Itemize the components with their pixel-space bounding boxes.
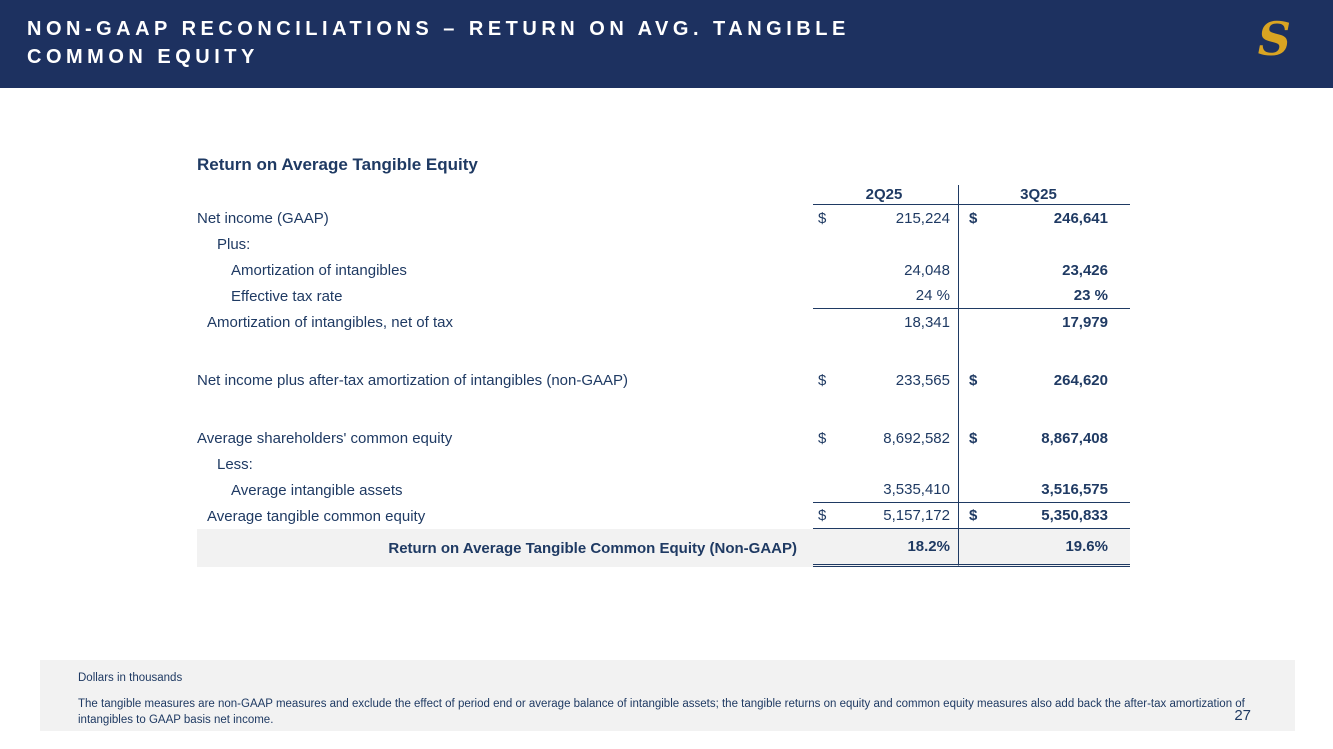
- reconciliation-table: [197, 155, 1130, 567]
- value-cell: [813, 335, 958, 367]
- page-number: 27: [1234, 707, 1251, 725]
- currency-symbol: $: [818, 371, 827, 389]
- value-cell: [813, 257, 958, 283]
- table-row: [197, 309, 1130, 335]
- cell-value: 19.6%: [1065, 538, 1108, 555]
- cell-value: 18.2%: [907, 538, 950, 555]
- slide-title-line2: COMMON EQUITY: [27, 46, 259, 68]
- value-cell: [958, 231, 1130, 257]
- value-cell: [958, 283, 1130, 309]
- row-label: Amortization of intangibles: [231, 261, 407, 279]
- cell-value: 246,641: [1053, 209, 1108, 227]
- cell-value: 23 %: [1073, 287, 1108, 304]
- row-label: Return on Average Tangible Common Equity (Non-GAAP): [388, 539, 797, 557]
- footnote-panel: [40, 660, 1295, 731]
- row-label: Effective tax rate: [231, 287, 343, 305]
- cell-value: 8,867,408: [1041, 429, 1108, 447]
- value-cell: [958, 205, 1130, 231]
- cell-value: 24,048: [904, 261, 950, 279]
- currency-symbol: $: [818, 507, 827, 524]
- table-row: [197, 257, 1130, 283]
- row-label: [197, 335, 813, 367]
- row-label: Average intangible assets: [231, 481, 403, 499]
- value-cell: [958, 503, 1130, 529]
- value-cell: [958, 393, 1130, 425]
- row-label: Net income (GAAP): [197, 209, 329, 227]
- value-cell: [958, 335, 1130, 367]
- currency-symbol: $: [969, 429, 978, 447]
- table-result-row: [197, 529, 1130, 567]
- currency-symbol: $: [969, 507, 978, 524]
- cell-value: 3,535,410: [883, 481, 950, 498]
- value-cell: [813, 503, 958, 529]
- value-cell: [958, 425, 1130, 451]
- cell-value: 215,224: [895, 209, 950, 227]
- slide-header: [0, 0, 1333, 88]
- cell-value: 24 %: [915, 287, 950, 304]
- table-row: [197, 231, 1130, 257]
- currency-symbol: $: [969, 371, 978, 389]
- header-spacer: [197, 185, 813, 205]
- value-cell: [813, 283, 958, 309]
- brand-logo-icon: S: [1257, 12, 1291, 66]
- cell-value: 8,692,582: [883, 429, 950, 447]
- cell-value: 5,350,833: [1041, 507, 1108, 524]
- table-spacer-row: [197, 335, 1130, 367]
- value-cell: [813, 367, 958, 393]
- cell-value: 233,565: [895, 371, 950, 389]
- footnote-units: Dollars in thousands: [78, 672, 183, 684]
- cell-value: 23,426: [1062, 261, 1108, 279]
- cell-value: 3,516,575: [1041, 481, 1108, 498]
- table-spacer-row: [197, 393, 1130, 425]
- table-rows: [197, 205, 1130, 567]
- table-header-row: [197, 185, 1130, 205]
- footnote-text: The tangible measures are non-GAAP measures and exclude the effect of period end or average balance of intangible assets; the tangible returns on equity and common equity measures also add back the after-tax amortization of intangibles to GAAP basis net income.: [78, 697, 1245, 727]
- value-cell: [958, 529, 1130, 567]
- value-cell: [958, 367, 1130, 393]
- row-label: [197, 393, 813, 425]
- value-cell: [813, 425, 958, 451]
- row-label: Average tangible common equity: [207, 507, 426, 525]
- currency-symbol: $: [818, 209, 827, 227]
- row-label: Less:: [217, 455, 253, 473]
- currency-symbol: $: [969, 209, 978, 227]
- table-row: [197, 367, 1130, 393]
- row-label: Net income plus after-tax amortization of intangibles (non-GAAP): [197, 371, 629, 389]
- table-row: [197, 451, 1130, 477]
- table-row: [197, 425, 1130, 451]
- value-cell: [813, 309, 958, 335]
- table-title: Return on Average Tangible Equity: [197, 155, 478, 174]
- table-row: [197, 477, 1130, 503]
- value-cell: [813, 231, 958, 257]
- slide-title-line1: NON-GAAP RECONCILIATIONS – RETURN ON AVG. TANGIBLE: [27, 18, 850, 40]
- value-cell: [813, 477, 958, 503]
- value-cell: [813, 205, 958, 231]
- row-label: Plus:: [217, 235, 251, 253]
- row-label: Amortization of intangibles, net of tax: [207, 313, 453, 331]
- cell-value: 18,341: [904, 313, 950, 331]
- col-header-2q25: 2Q25: [813, 185, 958, 205]
- cell-value: 5,157,172: [883, 507, 950, 524]
- value-cell: [958, 477, 1130, 503]
- value-cell: [813, 393, 958, 425]
- value-cell: [958, 309, 1130, 335]
- cell-value: 264,620: [1053, 371, 1108, 389]
- row-label: Average shareholders' common equity: [197, 429, 453, 447]
- currency-symbol: $: [818, 429, 827, 447]
- value-cell: [813, 451, 958, 477]
- value-cell: [958, 257, 1130, 283]
- col-header-3q25: 3Q25: [958, 185, 1130, 205]
- table-row: [197, 283, 1130, 309]
- table-row: [197, 205, 1130, 231]
- cell-value: 17,979: [1062, 313, 1108, 331]
- value-cell: [958, 451, 1130, 477]
- value-cell: [813, 529, 958, 567]
- table-row: [197, 503, 1130, 529]
